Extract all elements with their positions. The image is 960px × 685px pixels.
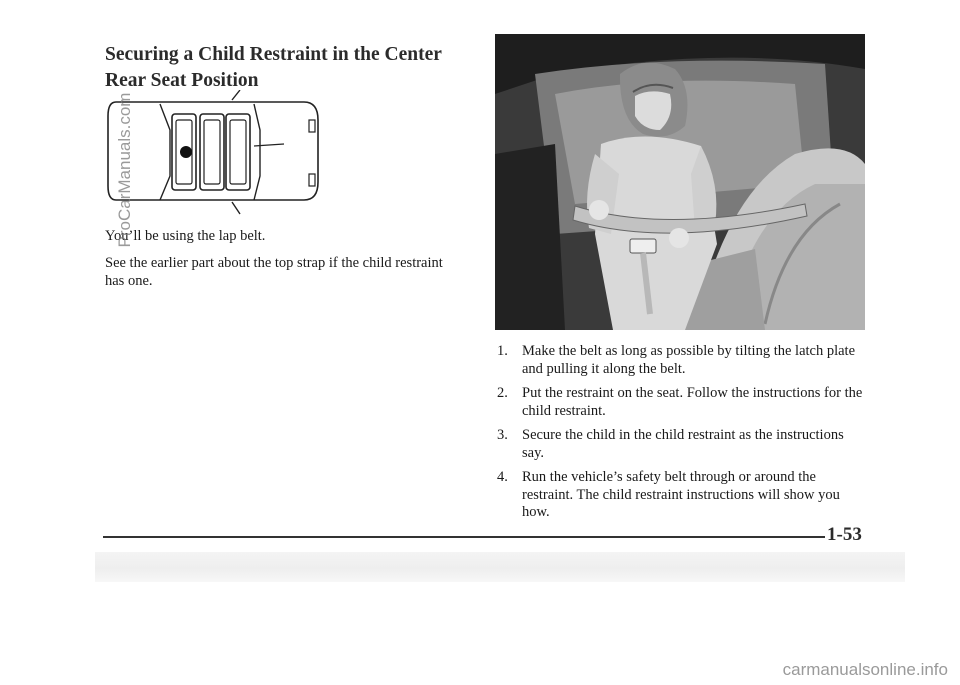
lap-belt-photo <box>495 34 865 330</box>
paragraph-top-strap: See the earlier part about the top strap if the child restraint has one. <box>105 255 443 289</box>
paragraph-lap-belt: You’ll be using the lap belt. <box>105 228 266 244</box>
step-text: Secure the child in the child restraint as the instructions say. <box>522 427 844 461</box>
side-watermark: ProCarManuals.com <box>115 92 134 248</box>
footer-rule <box>103 536 825 538</box>
car-top-view-icon <box>104 90 324 218</box>
bottom-watermark: carmanualsonline.info <box>782 660 948 679</box>
step-text: Run the vehicle’s safety belt through or around the restraint. The child restraint instructions will show you how. <box>522 469 840 520</box>
page-title: Securing a Child Restraint in the Center Rear Seat Position <box>105 44 442 91</box>
step-item <box>497 427 867 462</box>
step-item <box>497 469 867 522</box>
step-text: Make the belt as long as possible by tilting the latch plate and pulling it along the belt. <box>522 343 856 377</box>
step-text: Put the restraint on the seat. Follow the instructions for the child restraint. <box>522 385 863 419</box>
scan-shadow-band <box>95 552 905 582</box>
step-number: 1. <box>497 343 508 359</box>
step-item <box>497 385 867 420</box>
instruction-steps <box>497 343 867 529</box>
step-number: 4. <box>497 469 508 485</box>
step-number: 2. <box>497 385 508 401</box>
left-column-text <box>105 227 445 299</box>
page-number: 1-53 <box>827 524 862 545</box>
step-number: 3. <box>497 427 508 443</box>
step-item <box>497 343 867 378</box>
